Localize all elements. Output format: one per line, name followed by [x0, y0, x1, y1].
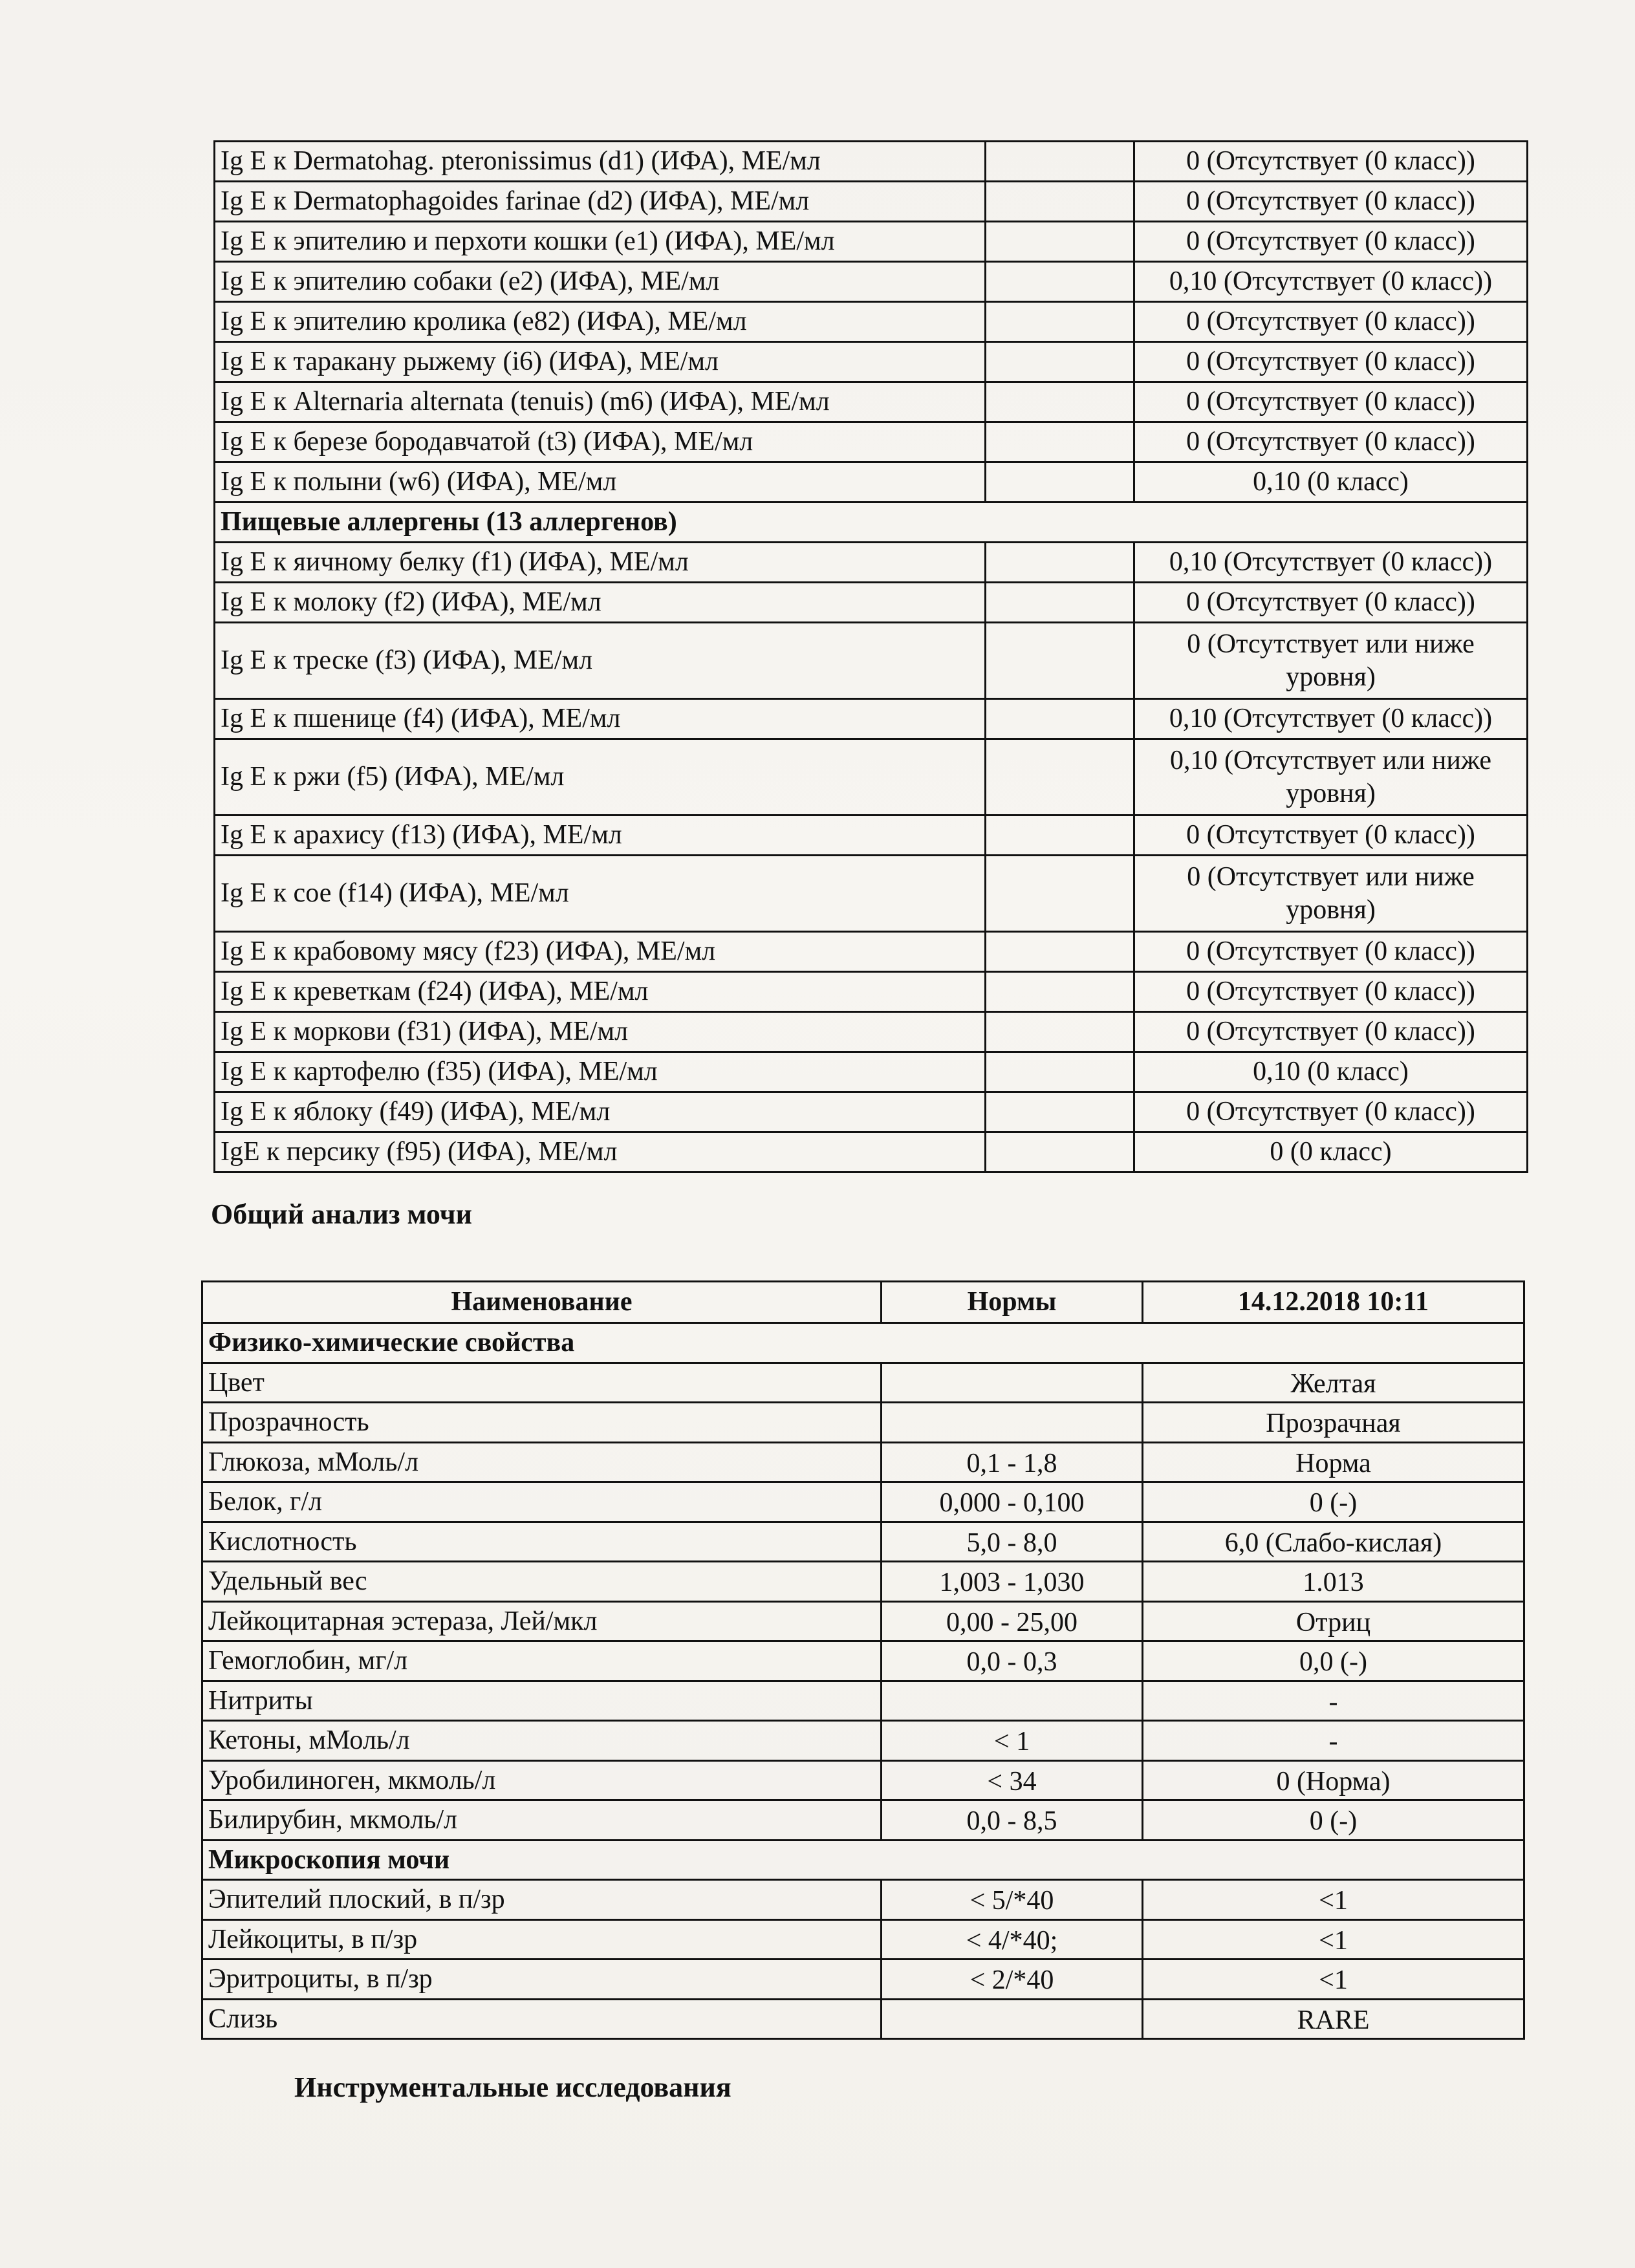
test-result: 0,10 (0 класс) — [1134, 462, 1528, 502]
test-result: 0 (Отсутствует (0 класс)) — [1134, 382, 1528, 422]
test-norm: 5,0 - 8,0 — [882, 1522, 1143, 1562]
test-norm — [986, 739, 1134, 815]
test-name: Ig E к крабовому мясу (f23) (ИФА), МЕ/мл — [215, 932, 986, 972]
table-row — [215, 1012, 1528, 1052]
table-row — [215, 583, 1528, 623]
test-result: Отриц — [1143, 1601, 1524, 1641]
test-norm — [986, 462, 1134, 502]
test-result: <1 — [1143, 1919, 1524, 1960]
test-name: Ig E к эпителию собаки (e2) (ИФА), МЕ/мл — [215, 262, 986, 302]
test-name: Ig E к яблоку (f49) (ИФА), МЕ/мл — [215, 1092, 986, 1132]
table-row — [215, 1052, 1528, 1092]
test-norm: 0,0 - 0,3 — [882, 1641, 1143, 1681]
test-result: 0 (Отсутствует (0 класс)) — [1134, 422, 1528, 462]
test-norm: < 2/*40 — [882, 1960, 1143, 2000]
section-row — [202, 1323, 1524, 1363]
test-result: <1 — [1143, 1960, 1524, 2000]
test-norm: 0,1 - 1,8 — [882, 1442, 1143, 1482]
test-name: Билирубин, мкмоль/л — [202, 1800, 882, 1841]
table-row — [215, 932, 1528, 972]
header-name: Наименование — [202, 1282, 882, 1323]
test-norm — [986, 182, 1134, 222]
test-norm — [986, 543, 1134, 583]
test-name: Ig E к молоку (f2) (ИФА), МЕ/мл — [215, 583, 986, 623]
test-result: 0 (0 класс) — [1134, 1132, 1528, 1172]
urinalysis-table — [201, 1280, 1525, 2040]
test-norm — [986, 815, 1134, 856]
test-result: 0 (Отсутствует (0 класс)) — [1134, 302, 1528, 342]
table-row — [202, 1403, 1524, 1443]
table-row — [202, 1960, 1524, 2000]
table-row — [215, 222, 1528, 262]
instrumental-studies-title: Инструментальные исследования — [294, 2071, 731, 2103]
test-norm — [882, 1363, 1143, 1403]
test-norm: < 34 — [882, 1760, 1143, 1800]
test-norm — [882, 1681, 1143, 1721]
test-result: 6,0 (Слабо-кислая) — [1143, 1522, 1524, 1562]
test-name: Ig E к березе бородавчатой (t3) (ИФА), МЕ/мл — [215, 422, 986, 462]
test-result: Прозрачная — [1143, 1403, 1524, 1443]
test-result: 0 (Отсутствует (0 класс)) — [1134, 815, 1528, 856]
test-norm: 1,003 - 1,030 — [882, 1562, 1143, 1602]
table-row — [202, 1641, 1524, 1681]
table-row — [202, 1562, 1524, 1602]
table-row — [215, 972, 1528, 1012]
test-result: 0,10 (0 класс) — [1134, 1052, 1528, 1092]
food-allergens-section: Пищевые аллергены (13 аллергенов) — [215, 502, 1528, 543]
test-name: Ig E к полыни (w6) (ИФА), МЕ/мл — [215, 462, 986, 502]
table-row — [215, 382, 1528, 422]
test-norm: < 1 — [882, 1721, 1143, 1761]
test-name: Ig E к картофелю (f35) (ИФА), МЕ/мл — [215, 1052, 986, 1092]
test-result: Норма — [1143, 1442, 1524, 1482]
test-name: Ig E к таракану рыжему (i6) (ИФА), МЕ/мл — [215, 342, 986, 382]
test-name: Гемоглобин, мг/л — [202, 1641, 882, 1681]
test-name: Кислотность — [202, 1522, 882, 1562]
table-row — [215, 262, 1528, 302]
test-name: Ig E к ржи (f5) (ИФА), МЕ/мл — [215, 739, 986, 815]
test-name: Белок, г/л — [202, 1482, 882, 1522]
test-norm: 0,00 - 25,00 — [882, 1601, 1143, 1641]
test-name: Ig E к арахису (f13) (ИФА), МЕ/мл — [215, 815, 986, 856]
test-name: Ig E к моркови (f31) (ИФА), МЕ/мл — [215, 1012, 986, 1052]
table-row — [215, 462, 1528, 502]
section-row — [202, 1840, 1524, 1880]
table-row — [202, 1999, 1524, 2039]
test-result: 0 (-) — [1143, 1482, 1524, 1522]
test-result: - — [1143, 1721, 1524, 1761]
test-norm — [986, 1092, 1134, 1132]
test-norm — [986, 932, 1134, 972]
table-row — [202, 1681, 1524, 1721]
table-row — [215, 739, 1528, 815]
test-name: Кетоны, мМоль/л — [202, 1721, 882, 1761]
table-row — [202, 1919, 1524, 1960]
table-row — [202, 1880, 1524, 1920]
test-name: Ig E к Alternaria alternata (tenuis) (m6) (ИФА), МЕ/мл — [215, 382, 986, 422]
test-name: Слизь — [202, 1999, 882, 2039]
table-row — [215, 1092, 1528, 1132]
test-result: Желтая — [1143, 1363, 1524, 1403]
table-row — [215, 543, 1528, 583]
test-norm — [882, 1403, 1143, 1443]
test-result: 0 (Отсутствует (0 класс)) — [1134, 142, 1528, 182]
table-row — [215, 302, 1528, 342]
test-norm: < 5/*40 — [882, 1880, 1143, 1920]
test-result: 0 (Отсутствует (0 класс)) — [1134, 222, 1528, 262]
test-result: 0,10 (Отсутствует или ниже уровня) — [1134, 739, 1528, 815]
test-name: Цвет — [202, 1363, 882, 1403]
table-row — [215, 422, 1528, 462]
test-result: 0 (-) — [1143, 1800, 1524, 1841]
test-name: Ig E к сое (f14) (ИФА), МЕ/мл — [215, 856, 986, 932]
test-result: 0 (Отсутствует (0 класс)) — [1134, 583, 1528, 623]
test-name: Прозрачность — [202, 1403, 882, 1443]
test-result: 0,0 (-) — [1143, 1641, 1524, 1681]
test-name: Нитриты — [202, 1681, 882, 1721]
test-result: 0 (Отсутствует (0 класс)) — [1134, 342, 1528, 382]
test-name: Эритроциты, в п/зр — [202, 1960, 882, 2000]
section-row — [215, 502, 1528, 543]
table-row — [202, 1601, 1524, 1641]
table-row — [215, 699, 1528, 739]
test-norm — [986, 623, 1134, 699]
test-name: Ig E к треске (f3) (ИФА), МЕ/мл — [215, 623, 986, 699]
test-name: Удельный вес — [202, 1562, 882, 1602]
test-norm — [882, 1999, 1143, 2039]
allergy-results-table — [213, 140, 1528, 1173]
table-row — [215, 856, 1528, 932]
test-name: IgE к персику (f95) (ИФА), МЕ/мл — [215, 1132, 986, 1172]
table-row — [215, 142, 1528, 182]
test-norm — [986, 972, 1134, 1012]
table-row — [202, 1522, 1524, 1562]
test-result: 0 (Норма) — [1143, 1760, 1524, 1800]
test-norm — [986, 856, 1134, 932]
test-name: Ig E к эпителию и перхоти кошки (e1) (ИФА), МЕ/мл — [215, 222, 986, 262]
test-result: 0,10 (Отсутствует (0 класс)) — [1134, 699, 1528, 739]
header-date: 14.12.2018 10:11 — [1143, 1282, 1524, 1323]
table-header-row — [202, 1282, 1524, 1323]
urinalysis-title: Общий анализ мочи — [211, 1198, 472, 1230]
test-name: Ig E к эпителию кролика (e82) (ИФА), МЕ/мл — [215, 302, 986, 342]
table-row — [202, 1760, 1524, 1800]
test-result: <1 — [1143, 1880, 1524, 1920]
test-norm: < 4/*40; — [882, 1919, 1143, 1960]
test-name: Ig E к яичному белку (f1) (ИФА), МЕ/мл — [215, 543, 986, 583]
test-norm — [986, 262, 1134, 302]
table-row — [215, 815, 1528, 856]
table-row — [202, 1721, 1524, 1761]
test-norm — [986, 302, 1134, 342]
test-norm — [986, 699, 1134, 739]
test-result: 0,10 (Отсутствует (0 класс)) — [1134, 543, 1528, 583]
table-row — [215, 342, 1528, 382]
test-name: Лейкоциты, в п/зр — [202, 1919, 882, 1960]
test-name: Ig E к Dermatophagoides farinae (d2) (ИФА), МЕ/мл — [215, 182, 986, 222]
test-result: 0 (Отсутствует (0 класс)) — [1134, 1092, 1528, 1132]
test-norm — [986, 222, 1134, 262]
test-norm — [986, 342, 1134, 382]
test-norm — [986, 422, 1134, 462]
test-name: Эпителий плоский, в п/зр — [202, 1880, 882, 1920]
test-result: 0 (Отсутствует (0 класс)) — [1134, 1012, 1528, 1052]
test-name: Уробилиноген, мкмоль/л — [202, 1760, 882, 1800]
test-result: - — [1143, 1681, 1524, 1721]
table-row — [215, 623, 1528, 699]
test-result: 0 (Отсутствует или ниже уровня) — [1134, 623, 1528, 699]
test-result: 0 (Отсутствует или ниже уровня) — [1134, 856, 1528, 932]
test-name: Ig E к Dermatohag. pteronissimus (d1) (ИФА), МЕ/мл — [215, 142, 986, 182]
test-result: 1.013 — [1143, 1562, 1524, 1602]
test-name: Ig E к креветкам (f24) (ИФА), МЕ/мл — [215, 972, 986, 1012]
test-norm — [986, 583, 1134, 623]
test-norm: 0,000 - 0,100 — [882, 1482, 1143, 1522]
test-name: Лейкоцитарная эстераза, Лей/мкл — [202, 1601, 882, 1641]
table-row — [215, 1132, 1528, 1172]
table-row — [202, 1800, 1524, 1841]
test-norm: 0,0 - 8,5 — [882, 1800, 1143, 1841]
table-row — [202, 1442, 1524, 1482]
table-row — [215, 182, 1528, 222]
table-row — [202, 1363, 1524, 1403]
test-result: 0 (Отсутствует (0 класс)) — [1134, 182, 1528, 222]
test-norm — [986, 142, 1134, 182]
physchem-section: Физико-химические свойства — [202, 1323, 1524, 1363]
test-result: 0,10 (Отсутствует (0 класс)) — [1134, 262, 1528, 302]
test-norm — [986, 1052, 1134, 1092]
test-norm — [986, 1012, 1134, 1052]
header-norm: Нормы — [882, 1282, 1143, 1323]
table-row — [202, 1482, 1524, 1522]
microscopy-section: Микроскопия мочи — [202, 1840, 1524, 1880]
test-result: 0 (Отсутствует (0 класс)) — [1134, 972, 1528, 1012]
test-norm — [986, 1132, 1134, 1172]
test-name: Ig E к пшенице (f4) (ИФА), МЕ/мл — [215, 699, 986, 739]
test-name: Глюкоза, мМоль/л — [202, 1442, 882, 1482]
test-result: RARE — [1143, 1999, 1524, 2039]
test-norm — [986, 382, 1134, 422]
test-result: 0 (Отсутствует (0 класс)) — [1134, 932, 1528, 972]
